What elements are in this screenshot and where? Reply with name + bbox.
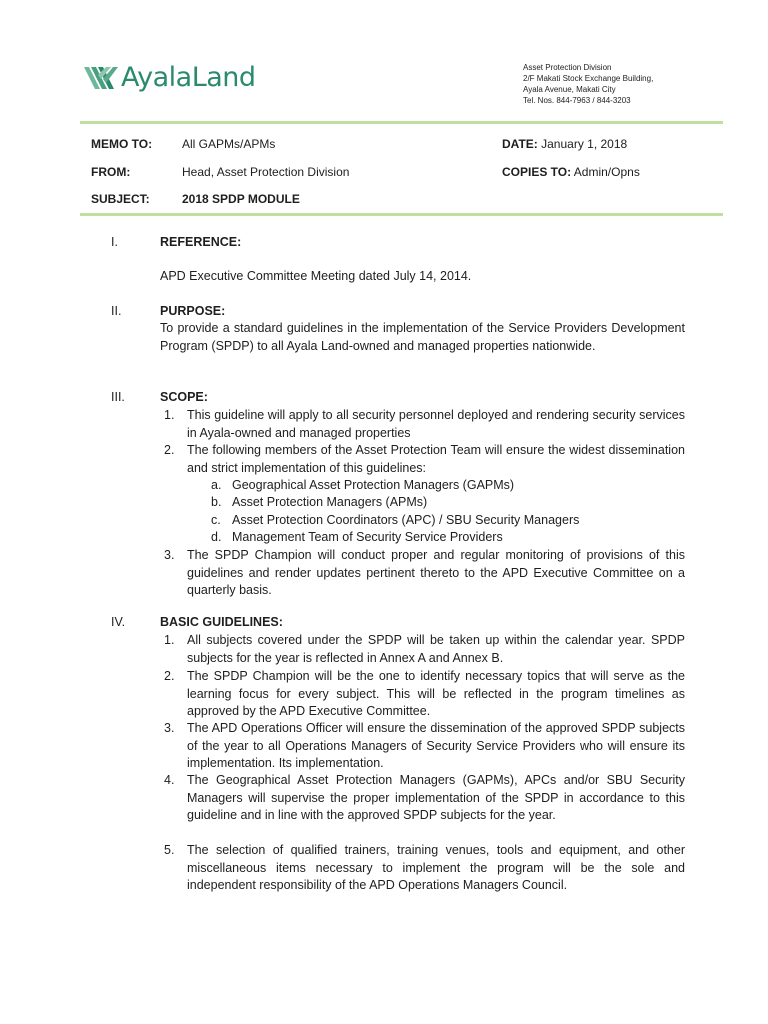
address-line: 2/F Makati Stock Exchange Building, bbox=[523, 74, 654, 83]
scope-subitem: b. Asset Protection Managers (APMs) bbox=[211, 495, 428, 509]
ayalaland-logo bbox=[84, 62, 256, 93]
section-number: II. bbox=[111, 304, 122, 318]
section-number: I. bbox=[111, 235, 118, 249]
scope-item: 3. The SPDP Champion will conduct proper and regular monitoring of provisions of this guidelines and render updates pertinent thereto to the APD Executive Committee on a quarterly basis. bbox=[164, 548, 685, 597]
section-title-reference: REFERENCE: bbox=[160, 235, 242, 249]
scope-item: 1. This guideline will apply to all security personnel deployed and rendering security services in Ayala-owned and managed properties bbox=[164, 408, 685, 440]
subject-value: 2018 SPDP MODULE bbox=[182, 192, 300, 206]
header-top-rule bbox=[80, 121, 723, 124]
ayalaland-logo-mark-icon bbox=[84, 65, 118, 91]
scope-subitem: a. Geographical Asset Protection Managers (GAPMs) bbox=[211, 478, 515, 492]
scope-item: 2. The following members of the Asset Protection Team will ensure the widest dissemination and strict implementation of this guidelines: bbox=[164, 443, 685, 475]
address-line: Ayala Avenue, Makati City bbox=[523, 85, 616, 94]
subject-label: SUBJECT: bbox=[91, 192, 150, 206]
scope-subitem: c. Asset Protection Coordinators (APC) / SBU Security Managers bbox=[211, 513, 580, 527]
from-value: Head, Asset Protection Division bbox=[182, 165, 350, 179]
section-title-guidelines: BASIC GUIDELINES: bbox=[160, 615, 283, 629]
section-title-scope: SCOPE: bbox=[160, 390, 208, 404]
copies-to-field: COPIES TO: Admin/Opns bbox=[502, 165, 640, 179]
guideline-item: 2. The SPDP Champion will be the one to identify necessary topics that will serve as the learning focus for every subject. This will be reflected in the program timelines as approved by the APD Executive Committee. bbox=[164, 669, 685, 718]
purpose-text: To provide a standard guidelines in the implementation of the Service Providers Development Program (SPDP) to all Ayala Land-owned and managed properties nationwide. bbox=[160, 321, 685, 353]
address-block bbox=[523, 62, 653, 106]
memo-to-label: MEMO TO: bbox=[91, 137, 153, 151]
reference-text: APD Executive Committee Meeting dated July 14, 2014. bbox=[160, 269, 472, 283]
section-title-purpose: PURPOSE: bbox=[160, 304, 226, 318]
header-bottom-rule bbox=[80, 213, 723, 216]
guideline-item: 1. All subjects covered under the SPDP will be taken up within the calendar year. SPDP subjects for the year is reflected in Annex A and Annex B. bbox=[164, 633, 685, 665]
guideline-item: 3. The APD Operations Officer will ensure the dissemination of the approved SPDP subjects of the year to all Operations Managers of Security Service Providers who will ensure its implementation. Its implementation. bbox=[164, 721, 685, 770]
guideline-item: 4. The Geographical Asset Protection Managers (GAPMs), APCs and/or SBU Security Managers will supervise the proper implementation of the SPDP in accordance to this guideline and in line with the approved SPDP subjects for the year. bbox=[164, 773, 685, 822]
scope-subitem: d. Management Team of Security Service Providers bbox=[211, 530, 503, 544]
address-line: Asset Protection Division bbox=[523, 63, 612, 72]
date-field: DATE: January 1, 2018 bbox=[502, 137, 628, 151]
from-label: FROM: bbox=[91, 165, 131, 179]
logo-wordmark: AyalaLand bbox=[121, 62, 256, 93]
memo-to-value: All GAPMs/APMs bbox=[182, 137, 276, 151]
section-number: III. bbox=[111, 390, 125, 404]
section-number: IV. bbox=[111, 615, 126, 629]
address-line: Tel. Nos. 844-7963 / 844-3203 bbox=[523, 96, 631, 105]
guideline-item: 5. The selection of qualified trainers, training venues, tools and equipment, and other miscellaneous items necessary to implement the program will be the sole and independent responsibility of the APD Operations Managers Council. bbox=[164, 843, 685, 892]
